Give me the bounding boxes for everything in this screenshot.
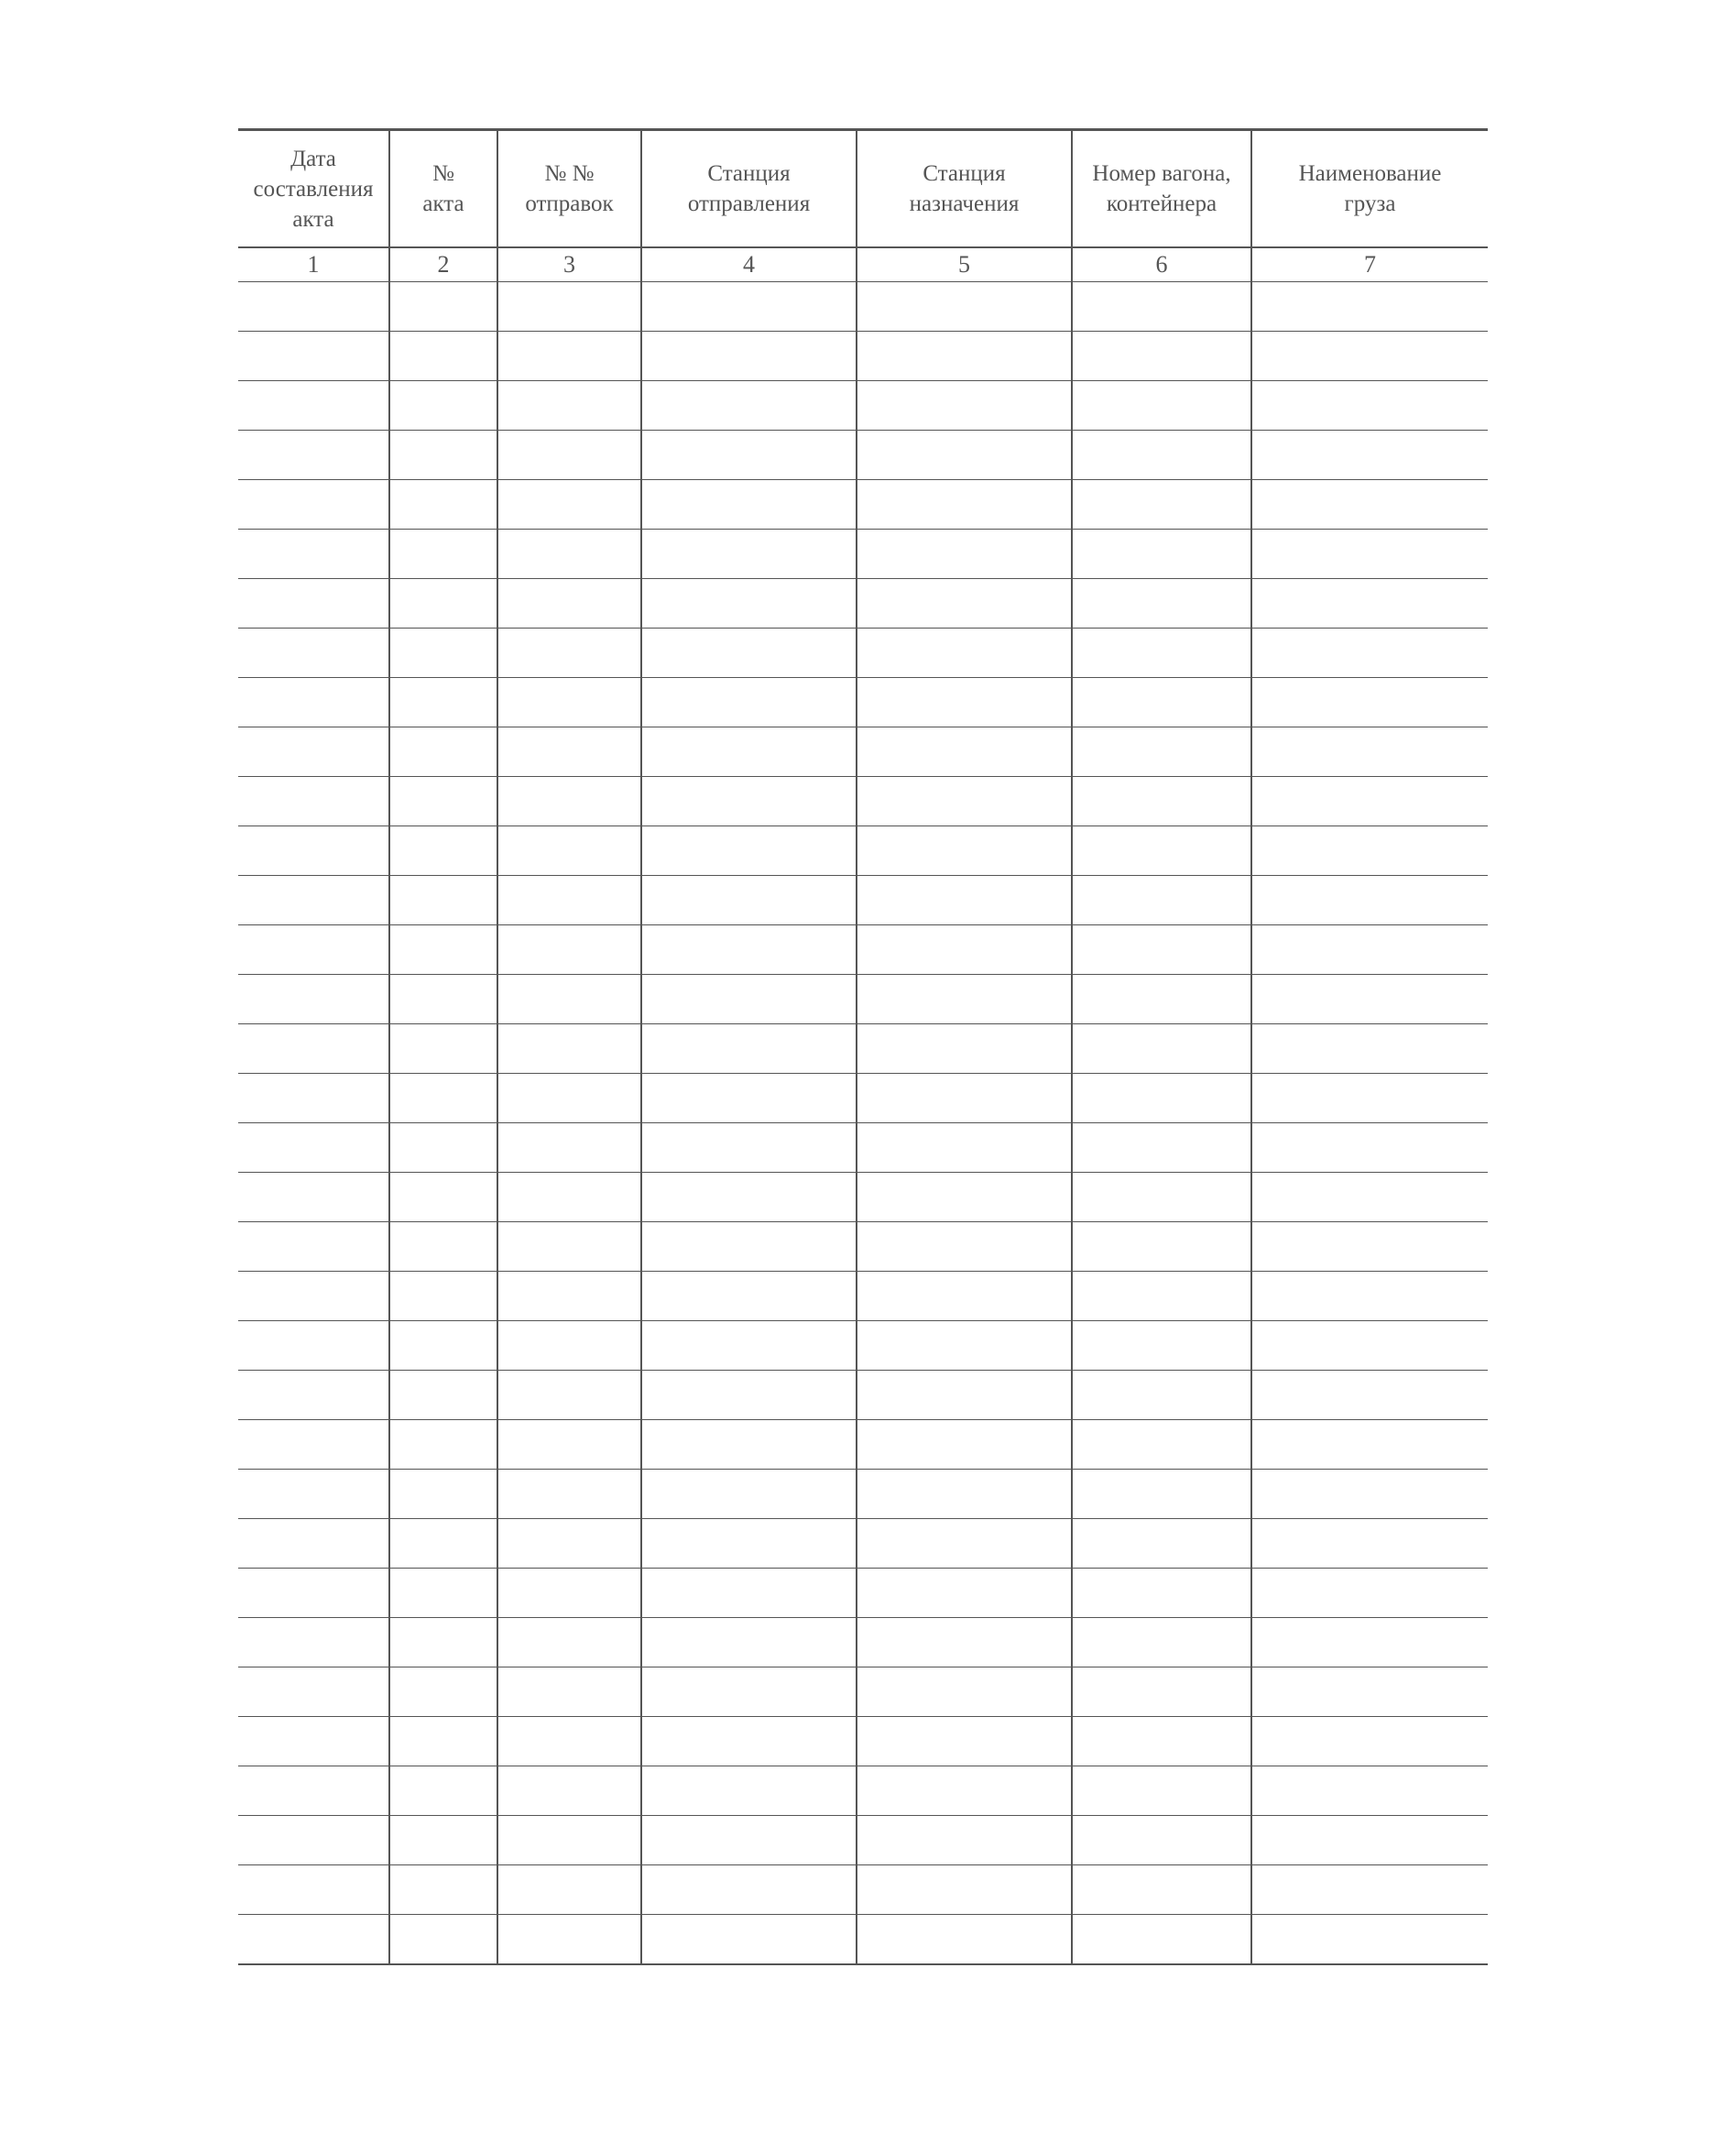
blank-cell	[497, 1074, 641, 1123]
blank-cell	[389, 678, 497, 727]
blank-cell	[641, 1766, 857, 1816]
register-table	[238, 128, 1488, 1965]
blank-cell	[497, 925, 641, 975]
blank-cell	[238, 1321, 389, 1371]
blank-cell	[857, 1470, 1072, 1519]
table-row	[238, 1123, 1488, 1173]
header-cell-cargo-name	[1251, 130, 1488, 248]
table-row	[238, 1321, 1488, 1371]
table-row	[238, 480, 1488, 530]
blank-cell	[857, 925, 1072, 975]
blank-cell	[857, 1915, 1072, 1965]
blank-cell	[389, 530, 497, 579]
blank-cell	[1251, 1667, 1488, 1717]
blank-cell	[1251, 678, 1488, 727]
blank-cell	[641, 431, 857, 480]
blank-cell	[389, 1321, 497, 1371]
blank-cell	[389, 1470, 497, 1519]
header-label-destination-station: Станция назначения	[909, 161, 1020, 216]
blank-cell	[641, 480, 857, 530]
blank-cell	[857, 876, 1072, 925]
column-number: 1	[238, 247, 389, 282]
table-row	[238, 1618, 1488, 1667]
blank-cell	[857, 1371, 1072, 1420]
blank-cell	[1072, 925, 1251, 975]
blank-cell	[497, 777, 641, 826]
blank-cell	[857, 1717, 1072, 1766]
blank-cell	[389, 975, 497, 1024]
blank-cell	[857, 1420, 1072, 1470]
blank-cell	[238, 431, 389, 480]
blank-cell	[641, 1865, 857, 1915]
blank-cell	[497, 530, 641, 579]
blank-cell	[389, 1618, 497, 1667]
blank-cell	[641, 530, 857, 579]
blank-cell	[1251, 282, 1488, 332]
blank-cell	[857, 1569, 1072, 1618]
blank-cell	[1251, 1272, 1488, 1321]
blank-cell	[389, 1915, 497, 1965]
blank-cell	[641, 1123, 857, 1173]
blank-cell	[238, 826, 389, 876]
blank-cell	[1072, 975, 1251, 1024]
blank-cell	[497, 431, 641, 480]
blank-cell	[1072, 1717, 1251, 1766]
blank-cell	[497, 381, 641, 431]
table-row	[238, 1667, 1488, 1717]
blank-cell	[641, 678, 857, 727]
table-row	[238, 1420, 1488, 1470]
blank-cell	[857, 777, 1072, 826]
header-label-departure-station: Станция отправления	[687, 161, 811, 216]
header-label-wagon-container: Номер вагона, контейнера	[1092, 161, 1231, 216]
blank-cell	[1072, 727, 1251, 777]
blank-cell	[497, 1667, 641, 1717]
blank-cell	[389, 332, 497, 381]
blank-cell	[1251, 1865, 1488, 1915]
blank-cell	[1072, 876, 1251, 925]
blank-cell	[389, 1222, 497, 1272]
blank-cell	[238, 1074, 389, 1123]
header-label-act-number: № акта	[422, 161, 464, 216]
blank-cell	[238, 1222, 389, 1272]
column-number: 3	[497, 247, 641, 282]
table-row	[238, 629, 1488, 678]
blank-cell	[1251, 1222, 1488, 1272]
blank-cell	[238, 381, 389, 431]
table-row	[238, 1915, 1488, 1965]
blank-cell	[238, 1717, 389, 1766]
blank-cell	[857, 1222, 1072, 1272]
blank-cell	[1251, 777, 1488, 826]
table-row	[238, 282, 1488, 332]
blank-cell	[389, 1865, 497, 1915]
table-row	[238, 530, 1488, 579]
blank-cell	[389, 1667, 497, 1717]
blank-cell	[389, 1766, 497, 1816]
blank-cell	[857, 727, 1072, 777]
blank-cell	[238, 1618, 389, 1667]
blank-cell	[389, 1371, 497, 1420]
blank-cell	[238, 876, 389, 925]
blank-cell	[497, 629, 641, 678]
blank-cell	[1072, 826, 1251, 876]
blank-cell	[857, 332, 1072, 381]
blank-cell	[1072, 629, 1251, 678]
blank-cell	[1072, 579, 1251, 629]
table-row	[238, 975, 1488, 1024]
blank-cell	[1072, 1321, 1251, 1371]
column-number: 4	[641, 247, 857, 282]
blank-cell	[857, 530, 1072, 579]
blank-cell	[238, 1470, 389, 1519]
blank-cell	[641, 1519, 857, 1569]
blank-cell	[238, 1123, 389, 1173]
blank-cell	[857, 1074, 1072, 1123]
blank-cell	[238, 579, 389, 629]
blank-cell	[1251, 1321, 1488, 1371]
column-number: 2	[389, 247, 497, 282]
blank-cell	[238, 727, 389, 777]
table-row	[238, 1024, 1488, 1074]
blank-cell	[497, 332, 641, 381]
blank-cell	[389, 1420, 497, 1470]
blank-cell	[1251, 1074, 1488, 1123]
blank-cell	[389, 282, 497, 332]
blank-cell	[857, 1816, 1072, 1865]
header-row	[238, 130, 1488, 248]
blank-cell	[1251, 826, 1488, 876]
blank-cell	[641, 629, 857, 678]
blank-cell	[641, 727, 857, 777]
blank-cell	[641, 1272, 857, 1321]
blank-cell	[1251, 480, 1488, 530]
blank-cell	[1072, 332, 1251, 381]
blank-cell	[857, 1321, 1072, 1371]
table-row	[238, 727, 1488, 777]
blank-cell	[238, 282, 389, 332]
blank-cell	[1072, 431, 1251, 480]
blank-cell	[389, 876, 497, 925]
column-number: 6	[1072, 247, 1251, 282]
blank-cell	[641, 1717, 857, 1766]
blank-cell	[1072, 1420, 1251, 1470]
blank-cell	[389, 826, 497, 876]
blank-cell	[857, 282, 1072, 332]
blank-cell	[1072, 1123, 1251, 1173]
blank-cell	[641, 777, 857, 826]
header-cell-departure-station	[641, 130, 857, 248]
blank-cell	[1251, 1569, 1488, 1618]
blank-cell	[497, 1222, 641, 1272]
table-row	[238, 381, 1488, 431]
blank-cell	[1251, 727, 1488, 777]
blank-cell	[1072, 678, 1251, 727]
blank-cell	[641, 1816, 857, 1865]
header-cell-destination-station	[857, 130, 1072, 248]
blank-cell	[1072, 1667, 1251, 1717]
table-row	[238, 678, 1488, 727]
blank-cell	[238, 332, 389, 381]
blank-cell	[857, 1865, 1072, 1915]
blank-cell	[1072, 777, 1251, 826]
blank-cell	[857, 480, 1072, 530]
blank-cell	[389, 1074, 497, 1123]
blank-cell	[857, 1667, 1072, 1717]
header-label-date: Дата составления акта	[253, 146, 374, 232]
blank-cell	[389, 1024, 497, 1074]
table-row	[238, 1173, 1488, 1222]
blank-cell	[857, 975, 1072, 1024]
blank-cell	[497, 1519, 641, 1569]
table-row	[238, 876, 1488, 925]
blank-cell	[238, 777, 389, 826]
blank-cell	[1251, 1816, 1488, 1865]
table-row	[238, 1816, 1488, 1865]
blank-cell	[389, 1519, 497, 1569]
blank-cell	[1072, 1569, 1251, 1618]
blank-cell	[641, 1915, 857, 1965]
blank-cell	[497, 876, 641, 925]
blank-cell	[857, 1766, 1072, 1816]
header-cell-shipment-numbers	[497, 130, 641, 248]
blank-cell	[857, 1519, 1072, 1569]
blank-cell	[497, 579, 641, 629]
blank-cell	[857, 1173, 1072, 1222]
blank-cell	[1251, 1766, 1488, 1816]
blank-cell	[1251, 1519, 1488, 1569]
blank-cell	[497, 1173, 641, 1222]
blank-cell	[1072, 1470, 1251, 1519]
blank-cell	[1251, 1470, 1488, 1519]
header-cell-wagon-container	[1072, 130, 1251, 248]
blank-cell	[857, 1024, 1072, 1074]
blank-cell	[497, 1766, 641, 1816]
blank-cell	[238, 1371, 389, 1420]
blank-cell	[1251, 1420, 1488, 1470]
blank-cell	[1251, 1915, 1488, 1965]
blank-cell	[238, 678, 389, 727]
table-row	[238, 1371, 1488, 1420]
blank-cell	[1072, 381, 1251, 431]
table-row	[238, 777, 1488, 826]
blank-cell	[857, 629, 1072, 678]
blank-cell	[497, 975, 641, 1024]
blank-cell	[1072, 1024, 1251, 1074]
blank-cell	[1251, 629, 1488, 678]
table-row	[238, 1519, 1488, 1569]
blank-cell	[641, 381, 857, 431]
blank-cell	[1251, 1717, 1488, 1766]
blank-cell	[641, 1321, 857, 1371]
blank-cell	[238, 1569, 389, 1618]
blank-cell	[389, 480, 497, 530]
blank-cell	[497, 1321, 641, 1371]
blank-cell	[497, 1470, 641, 1519]
blank-cell	[389, 1272, 497, 1321]
blank-cell	[1251, 431, 1488, 480]
blank-cell	[1072, 1272, 1251, 1321]
blank-cell	[1251, 579, 1488, 629]
blank-cell	[497, 1420, 641, 1470]
blank-cell	[389, 629, 497, 678]
blank-cell	[238, 1865, 389, 1915]
register-body	[238, 282, 1488, 1965]
table-row	[238, 826, 1488, 876]
blank-cell	[857, 1272, 1072, 1321]
table-row	[238, 1569, 1488, 1618]
blank-cell	[1072, 530, 1251, 579]
table-row	[238, 1074, 1488, 1123]
blank-cell	[497, 826, 641, 876]
header-label-cargo-name: Наименование груза	[1298, 161, 1442, 216]
blank-cell	[857, 431, 1072, 480]
blank-cell	[857, 381, 1072, 431]
blank-cell	[497, 480, 641, 530]
blank-cell	[641, 1074, 857, 1123]
blank-cell	[1072, 1816, 1251, 1865]
blank-cell	[238, 1519, 389, 1569]
blank-cell	[238, 1024, 389, 1074]
blank-cell	[389, 925, 497, 975]
table-row	[238, 1766, 1488, 1816]
column-number-row	[238, 247, 1488, 282]
blank-cell	[1072, 282, 1251, 332]
blank-cell	[641, 1470, 857, 1519]
blank-cell	[1072, 1915, 1251, 1965]
blank-cell	[497, 678, 641, 727]
table-row	[238, 332, 1488, 381]
blank-cell	[238, 629, 389, 678]
blank-cell	[1251, 1123, 1488, 1173]
blank-cell	[497, 1272, 641, 1321]
blank-cell	[641, 1569, 857, 1618]
blank-cell	[497, 1717, 641, 1766]
blank-cell	[497, 1816, 641, 1865]
blank-cell	[389, 777, 497, 826]
blank-cell	[1251, 876, 1488, 925]
blank-cell	[389, 727, 497, 777]
blank-cell	[389, 1123, 497, 1173]
blank-cell	[1251, 530, 1488, 579]
blank-cell	[389, 579, 497, 629]
blank-cell	[1072, 1371, 1251, 1420]
blank-cell	[1072, 1173, 1251, 1222]
blank-cell	[238, 1915, 389, 1965]
blank-cell	[238, 1420, 389, 1470]
blank-cell	[389, 431, 497, 480]
blank-cell	[857, 1618, 1072, 1667]
blank-cell	[641, 1371, 857, 1420]
blank-cell	[641, 579, 857, 629]
table-row	[238, 1470, 1488, 1519]
blank-cell	[1072, 480, 1251, 530]
column-number: 7	[1251, 247, 1488, 282]
blank-cell	[1072, 1618, 1251, 1667]
blank-cell	[497, 282, 641, 332]
blank-cell	[857, 826, 1072, 876]
blank-cell	[641, 1667, 857, 1717]
table-row	[238, 431, 1488, 480]
blank-cell	[497, 1915, 641, 1965]
blank-cell	[389, 1717, 497, 1766]
blank-cell	[1251, 1618, 1488, 1667]
blank-cell	[1251, 925, 1488, 975]
blank-cell	[497, 1123, 641, 1173]
blank-cell	[238, 925, 389, 975]
blank-cell	[238, 1667, 389, 1717]
table-row	[238, 1222, 1488, 1272]
blank-cell	[1072, 1074, 1251, 1123]
blank-cell	[238, 1816, 389, 1865]
blank-cell	[497, 1569, 641, 1618]
blank-cell	[1072, 1865, 1251, 1915]
table-row	[238, 1272, 1488, 1321]
blank-cell	[1251, 975, 1488, 1024]
blank-cell	[497, 1865, 641, 1915]
table-row	[238, 925, 1488, 975]
blank-cell	[641, 1173, 857, 1222]
blank-cell	[238, 1173, 389, 1222]
blank-cell	[497, 727, 641, 777]
blank-cell	[641, 332, 857, 381]
blank-cell	[641, 1618, 857, 1667]
blank-cell	[497, 1024, 641, 1074]
blank-cell	[497, 1371, 641, 1420]
blank-cell	[1251, 1173, 1488, 1222]
blank-cell	[641, 282, 857, 332]
blank-cell	[641, 925, 857, 975]
blank-cell	[1072, 1766, 1251, 1816]
header-cell-act-number	[389, 130, 497, 248]
blank-cell	[857, 678, 1072, 727]
blank-cell	[389, 381, 497, 431]
blank-cell	[389, 1569, 497, 1618]
blank-cell	[238, 975, 389, 1024]
blank-cell	[238, 480, 389, 530]
table-row	[238, 579, 1488, 629]
column-number: 5	[857, 247, 1072, 282]
blank-cell	[1251, 1024, 1488, 1074]
table-row	[238, 1717, 1488, 1766]
blank-cell	[641, 876, 857, 925]
table-row	[238, 1865, 1488, 1915]
blank-cell	[641, 975, 857, 1024]
blank-cell	[389, 1816, 497, 1865]
blank-cell	[238, 1766, 389, 1816]
blank-cell	[857, 1123, 1072, 1173]
blank-cell	[389, 1173, 497, 1222]
blank-cell	[857, 579, 1072, 629]
blank-cell	[1072, 1222, 1251, 1272]
blank-cell	[1251, 332, 1488, 381]
blank-cell	[238, 530, 389, 579]
blank-cell	[641, 1024, 857, 1074]
blank-cell	[238, 1272, 389, 1321]
blank-cell	[641, 1420, 857, 1470]
blank-cell	[641, 826, 857, 876]
blank-cell	[641, 1222, 857, 1272]
header-cell-date	[238, 130, 389, 248]
blank-cell	[497, 1618, 641, 1667]
blank-cell	[1251, 381, 1488, 431]
blank-cell	[1072, 1519, 1251, 1569]
blank-cell	[1251, 1371, 1488, 1420]
header-label-shipment-numbers: № № отправок	[525, 161, 614, 216]
